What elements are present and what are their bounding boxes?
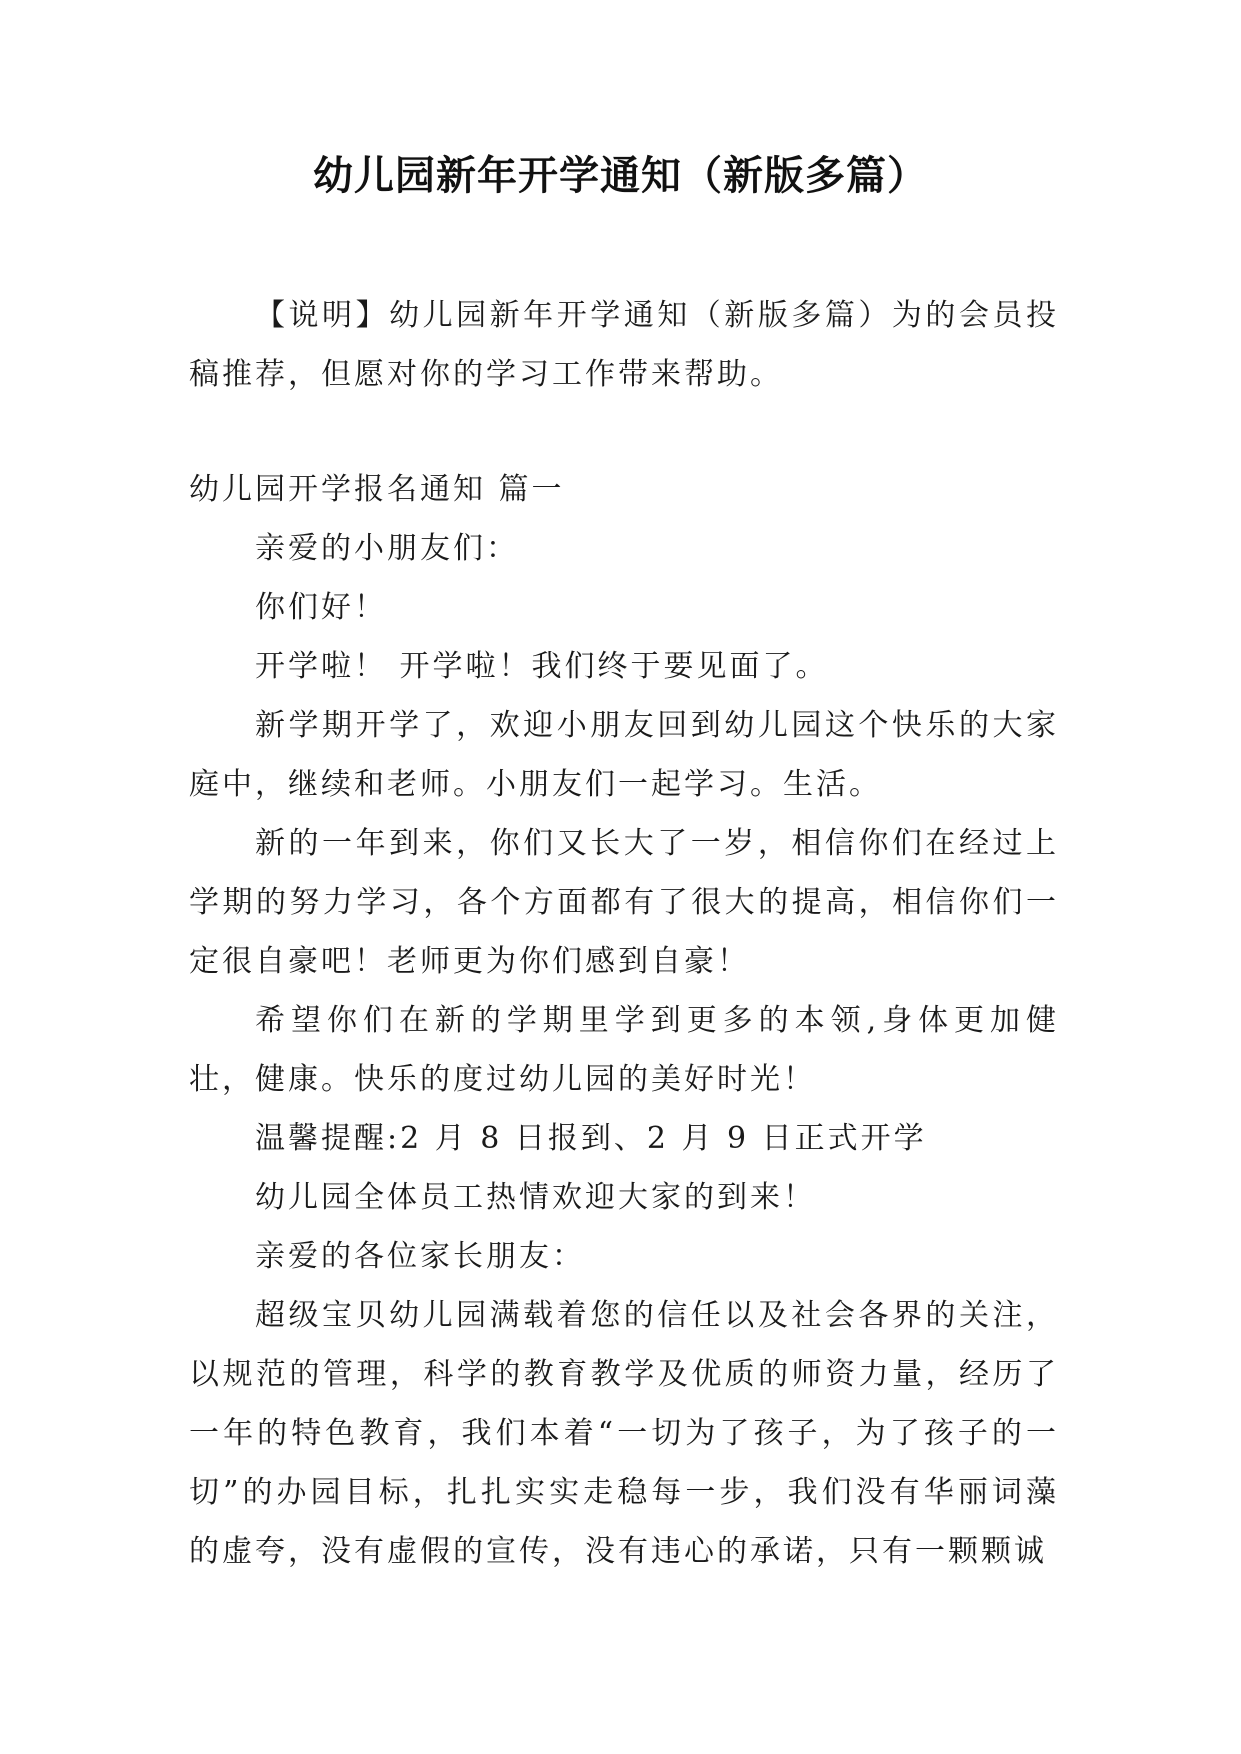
- paragraph: 开学啦！ 开学啦！我们终于要见面了。: [255, 649, 829, 684]
- paragraph: 希望你们在新的学期里学到更多的本领,身体更加健壮，健康。快乐的度过幼儿园的美好时光！: [189, 1003, 1059, 1097]
- main-body: [189, 460, 1059, 1581]
- paragraph: 幼儿园全体员工热情欢迎大家的到来！: [255, 1180, 816, 1215]
- paragraph: 温馨提醒:2 月 8 日报到、2 月 9 日正式开学: [255, 1121, 927, 1156]
- document-title: 幼儿园新年开学通知（新版多篇）: [313, 152, 928, 199]
- section-heading: 幼儿园开学报名通知 篇一: [189, 472, 565, 507]
- intro-block: [189, 286, 1059, 404]
- paragraph: 亲爱的各位家长朋友：: [255, 1239, 585, 1274]
- paragraph: 亲爱的小朋友们：: [255, 531, 519, 566]
- paragraph: 超级宝贝幼儿园满载着您的信任以及社会各界的关注，以规范的管理，科学的教育教学及优质的师资力量，经历了一年的特色教育，我们本着“一切为了孩子，为了孩子的一切”的办园目标，扎扎实实走稳每一步，我们没有华丽词藻的虚夸，没有虚假的宣传，没有违心的承诺，只有一颗颗诚: [189, 1298, 1059, 1569]
- paragraph: 新学期开学了，欢迎小朋友回到幼儿园这个快乐的大家庭中，继续和老师。小朋友们一起学习。生活。: [189, 708, 1059, 802]
- paragraph: 新的一年到来，你们又长大了一岁，相信你们在经过上学期的努力学习，各个方面都有了很大的提高，相信你们一定很自豪吧！老师更为你们感到自豪！: [189, 826, 1059, 979]
- intro-paragraph: 【说明】幼儿园新年开学通知（新版多篇）为的会员投稿推荐，但愿对你的学习工作带来帮助。: [189, 298, 1059, 392]
- paragraph: 你们好！: [255, 590, 387, 625]
